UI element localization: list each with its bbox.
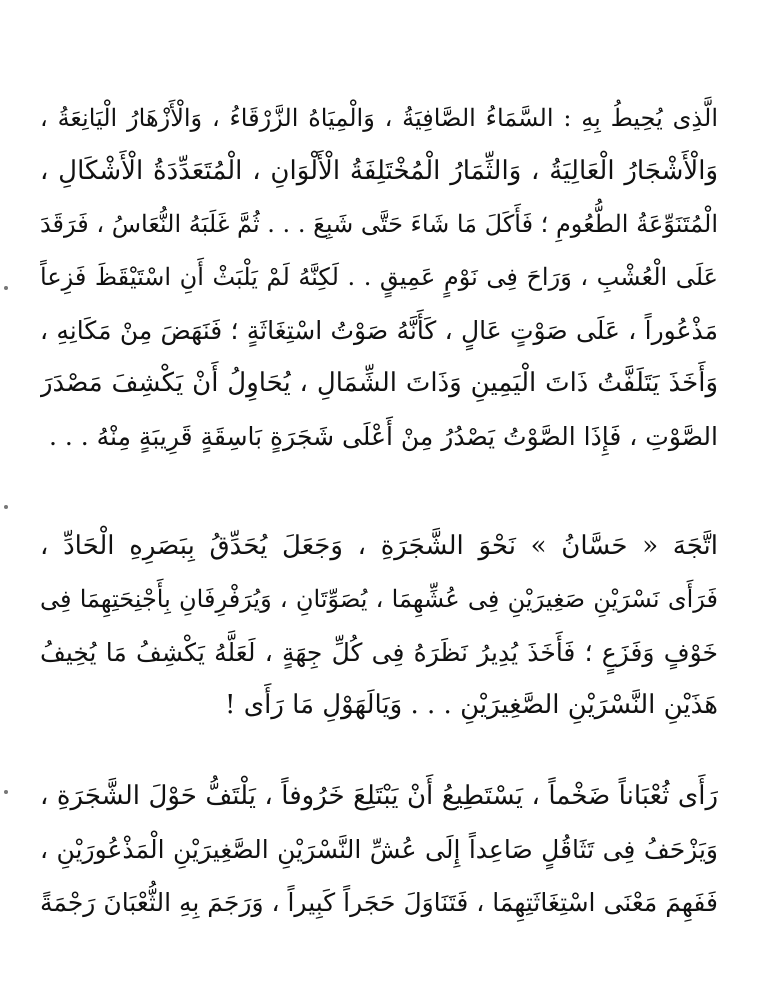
scan-speck: [4, 286, 8, 290]
paragraph-3: [40, 770, 718, 929]
text-line: الصَّوْتِ ، فَإِذَا الصَّوْتُ يَصْدُرُ مِنْ أَعْلَى شَجَرَةٍ بَاسِقَةٍ قَرِيبَةٍ مِنْهُ . . .: [48, 422, 718, 451]
text-line: فَرَأَى نَسْرَيْنِ صَغِيرَيْنِ فِى عُشِّهِمَا ، يُصَوِّتَانِ ، وَيُرَفْرِفَانِ بِأَجْنِحَتِهِمَا فِى: [40, 585, 718, 613]
text-line: وَالْأَشْجَارُ الْعَالِيَةُ ، وَالثِّمَارُ الْمُخْتَلِفَةُ الْأَلْوَانِ ، الْمُتَعَدِّدَةُ الْأَشْكَالِ ،: [40, 156, 718, 186]
text-line: اتَّجَهَ « حَسَّانُ » نَحْوَ الشَّجَرَةِ ، وَجَعَلَ يُحَدِّقُ بِبَصَرِهِ الْحَادِّ ،: [40, 531, 718, 561]
text-line: عَلَى الْعُشْبِ ، وَرَاحَ فِى نَوْمٍ عَمِيقٍ . . لَكِنَّهُ لَمْ يَلْبَثْ أَنِ اسْتَيْقَظَ فَزِعاً: [40, 263, 718, 291]
text-line: وَيَزْحَفُ فِى تَثَاقُلٍ صَاعِداً إِلَى عُشِّ النَّسْرَيْنِ الصَّغِيرَيْنِ الْمَذْعُورَيْنِ ،: [40, 835, 718, 864]
text-line: رَأَى ثُعْبَاناً ضَخْماً ، يَسْتَطِيعُ أَنْ يَبْتَلِعَ خَرُوفاً ، يَلْتَفُّ حَوْلَ الشَّجَرَةِ ،: [40, 781, 718, 811]
scan-speck: [4, 505, 8, 509]
text-line: الَّذِى يُحِيطُ بِهِ : السَّمَاءُ الصَّافِيَةُ ، وَالْمِيَاهُ الزَّرْقَاءُ ، وَالْأَزْهَارُ الْيَانِعَةُ ،: [40, 104, 718, 132]
text-line: وَأَخَذَ يَتَلَفَّتُ ذَاتَ الْيَمِينِ وَذَاتَ الشِّمَالِ ، يُحَاوِلُ أَنْ يَكْشِفَ مَصْدَرَ: [40, 368, 718, 398]
text-line: خَوْفٍ وَفَزَعٍ ؛ فَأَخَذَ يُدِيرُ نَظَرَهُ فِى كُلِّ جِهَةٍ ، لَعَلَّهُ يَكْشِفُ مَا يُخِيفُ: [40, 638, 718, 667]
scan-speck: [4, 790, 8, 794]
paragraph-1: [40, 92, 718, 463]
text-line: هَذَيْنِ النَّسْرَيْنِ الصَّغِيرَيْنِ . . . وَيَالَهَوْلِ مَا رَأَى !: [225, 690, 718, 720]
text-line: فَفَهِمَ مَعْنَى اسْتِغَاثَتِهِمَا ، فَتَنَاوَلَ حَجَراً كَبِيراً ، وَرَجَمَ بِهِ الثُّعْبَانَ رَجْمَةً: [40, 888, 718, 917]
text-line: الْمُتَنَوِّعَةُ الطُّعُومِ ؛ فَأَكَلَ مَا شَاءَ حَتَّى شَبِعَ . . . ثُمَّ غَلَبَهُ النُّعَاسُ ، فَرَقَدَ: [40, 210, 718, 238]
text-line: مَذْعُوراً ، عَلَى صَوْتٍ عَالٍ ، كَأَنَّهُ صَوْتُ اسْتِغَاثَةٍ ؛ فَنَهَضَ مِنْ مَكَانِهِ ،: [40, 316, 718, 345]
paragraph-2: [40, 520, 718, 732]
